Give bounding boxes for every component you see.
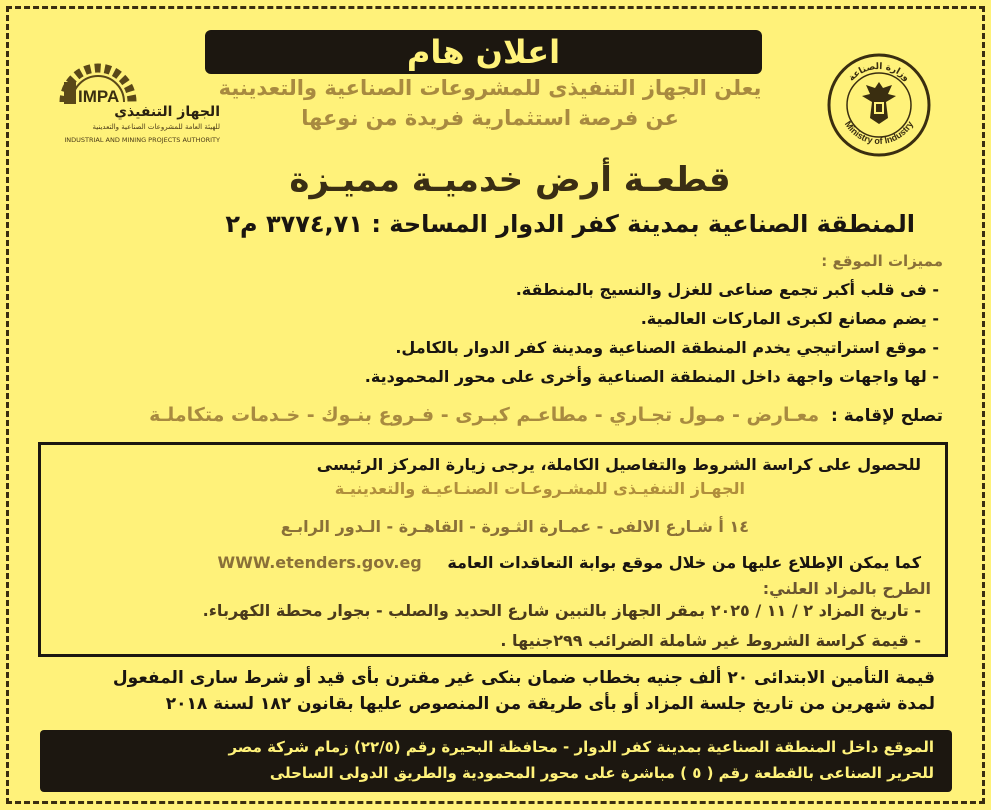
location-bar: [40, 730, 952, 792]
logo-subtitle-arabic: للهيئة العامة للمشروعات الصناعية والتعدينية: [92, 123, 220, 131]
banner-title: اعلان هام: [406, 33, 561, 71]
booklet-price: - قيمة كراسة الشروط غير شاملة الضرائب ٢٩٩جنيها .: [500, 631, 921, 650]
headline: قطعـة أرض خدميـة مميـزة: [289, 160, 731, 200]
logo-name-english: INDUSTRIAL AND MINING PROJECTS AUTHORITY: [64, 136, 220, 144]
suitable-label: تصلح لإقامة :: [831, 406, 943, 426]
auction-date: - تاريخ المزاد ٢ / ١١ / ٢٠٢٥ بمقر الجهاز بالتبين شارع الحديد والصلب - بجوار محطة الكهرباء.: [202, 601, 921, 620]
suitable-for: [149, 404, 943, 426]
feature-item: - لها واجهات واجهة داخل المنطقة الصناعية وأخرى على محور المحمودية.: [364, 367, 939, 386]
area-statement: المنطقة الصناعية بمدينة كفر الدوار المساحة : ٣٧٧٤,٧١ م٢: [225, 210, 915, 238]
location-line-1: الموقع داخل المنطقة الصناعية بمدينة كفر الدوار - محافظة البحيرة رقم (٢٢/٥) زمام شركة مصر: [228, 738, 934, 756]
location-line-2: للحرير الصناعى بالقطعة رقم ( ٥ ) مباشرة على محور المحمودية والطريق الدولى الساحلى: [269, 764, 934, 782]
website-link[interactable]: WWW.etenders.gov.eg: [217, 553, 422, 572]
feature-item: - موقع استراتيجي يخدم المنطقة الصناعية ومدينة كفر الدوار بالكامل.: [395, 338, 939, 357]
logo-name-arabic: الجهاز التنفيذي: [114, 104, 220, 120]
gear-icon: [58, 60, 138, 106]
timpa-logo: [28, 60, 220, 152]
announcement-banner: [205, 30, 762, 74]
logo-mark: IMPA: [78, 87, 120, 106]
info-box: [38, 442, 948, 657]
website-text: كما يمكن الإطلاع عليها من خلال موقع بوابة التعاقدات العامة: [447, 553, 921, 572]
ministry-seal: [826, 52, 932, 158]
header-line-2: عن فرصة استثمارية فريدة من نوعها: [301, 106, 679, 130]
bid-title: الطرح بالمزاد العلني:: [762, 579, 931, 598]
organization-name: الجهـاز التنفيـذى للمشـروعـات الصنـاعيـة والتعدينيـة: [334, 479, 745, 498]
feature-item: - يضم مصانع لكبرى الماركات العالمية.: [640, 309, 939, 328]
features-title: مميزات الموقع :: [821, 252, 943, 270]
feature-item: - فى قلب أكبر تجمع صناعى للغزل والنسيج بالمنطقة.: [515, 280, 939, 299]
suitable-items: معـارض - مـول تجـاري - مطاعـم كبـرى - فـروع بنـوك - خـدمات متكاملـة: [149, 404, 820, 426]
website-line: [218, 553, 921, 572]
organization-address: ١٤ أ شـارع الالفى - عمـارة الثـورة - القاهـرة - الـدور الرابـع: [280, 517, 749, 536]
eagle-icon: [862, 82, 896, 124]
insurance-line-1: قيمة التأمين الابتدائى ٢٠ ألف جنيه بخطاب ضمان بنكى غير مقترن بأى قيد أو شرط سارى المفعول: [112, 668, 935, 688]
info-intro: للحصول على كراسة الشروط والتفاصيل الكاملة، يرجى زيارة المركز الرئيسى: [316, 455, 921, 474]
seal-arabic-text: وزارة الصناعة: [846, 61, 912, 84]
header-line-1: يعلن الجهاز التنفيذى للمشروعات الصناعية والتعدينية: [218, 76, 762, 100]
insurance-line-2: لمدة شهرين من تاريخ جلسة المزاد أو بأى طريقة من المنصوص عليها بقانون ١٨٢ لسنة ٢٠١٨: [165, 694, 935, 714]
seal-english-text: Ministry of Industry: [842, 119, 916, 147]
